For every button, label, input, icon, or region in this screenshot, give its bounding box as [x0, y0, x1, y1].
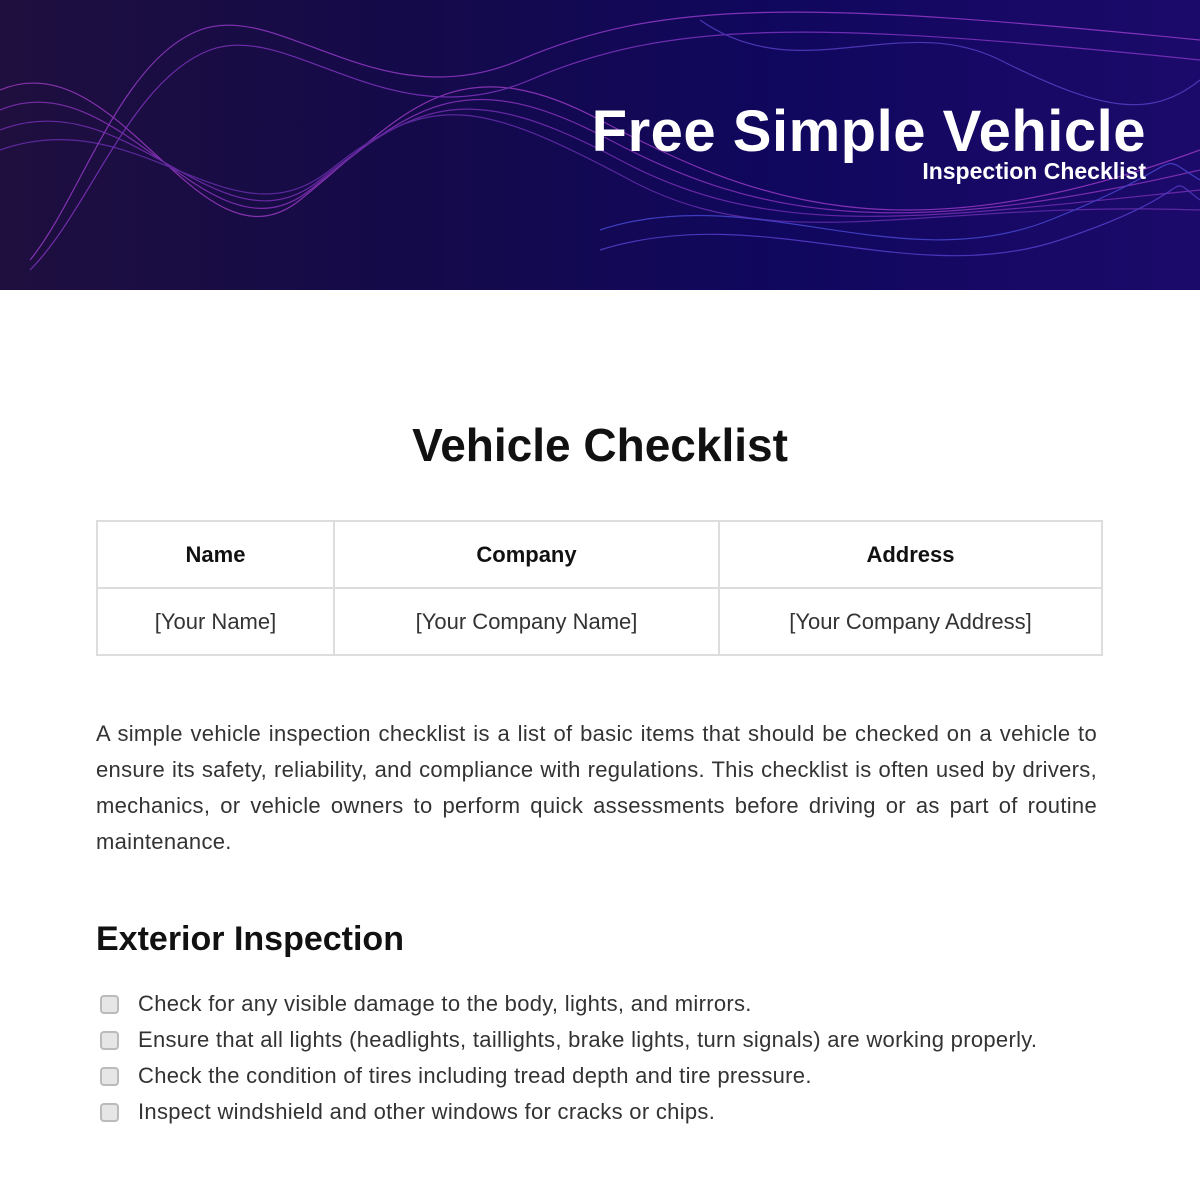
info-table	[96, 520, 1103, 656]
checkbox[interactable]	[100, 1031, 119, 1050]
checkbox[interactable]	[100, 995, 119, 1014]
list-item	[100, 1058, 1080, 1094]
section-heading: Exterior Inspection	[96, 920, 404, 958]
company-value[interactable]: [Your Company Name]	[334, 588, 719, 655]
item-label: Ensure that all lights (headlights, taillights, brake lights, turn signals) are working properly.	[138, 1027, 1038, 1052]
list-item	[100, 1094, 1080, 1130]
checkbox[interactable]	[100, 1067, 119, 1086]
intro-paragraph: A simple vehicle inspection checklist is a list of basic items that should be checked on a vehicle to ensure its safety, reliability, and compliance with regulations. This checklist is often used by drivers, mechanics, or vehicle owners to perform quick assessments before driving or as part of routine maintenance.	[96, 721, 1097, 854]
header-banner	[0, 0, 1200, 290]
item-label: Check the condition of tires including tread depth and tire pressure.	[138, 1063, 812, 1088]
header-company: Company	[334, 521, 719, 588]
header-name: Name	[97, 521, 334, 588]
banner-title: Free Simple Vehicle	[591, 99, 1146, 164]
header-address: Address	[719, 521, 1102, 588]
banner-subtitle: Inspection Checklist	[922, 158, 1146, 184]
item-label: Check for any visible damage to the body, lights, and mirrors.	[138, 991, 752, 1016]
list-item	[100, 986, 1080, 1022]
page-title: Vehicle Checklist	[412, 419, 788, 471]
checkbox[interactable]	[100, 1103, 119, 1122]
list-item	[100, 1022, 1080, 1058]
item-label: Inspect windshield and other windows for cracks or chips.	[138, 1099, 716, 1124]
address-value[interactable]: [Your Company Address]	[719, 588, 1102, 655]
table-header-row	[97, 521, 1102, 588]
checklist	[100, 986, 1080, 1130]
table-row	[97, 588, 1102, 655]
name-value[interactable]: [Your Name]	[97, 588, 334, 655]
